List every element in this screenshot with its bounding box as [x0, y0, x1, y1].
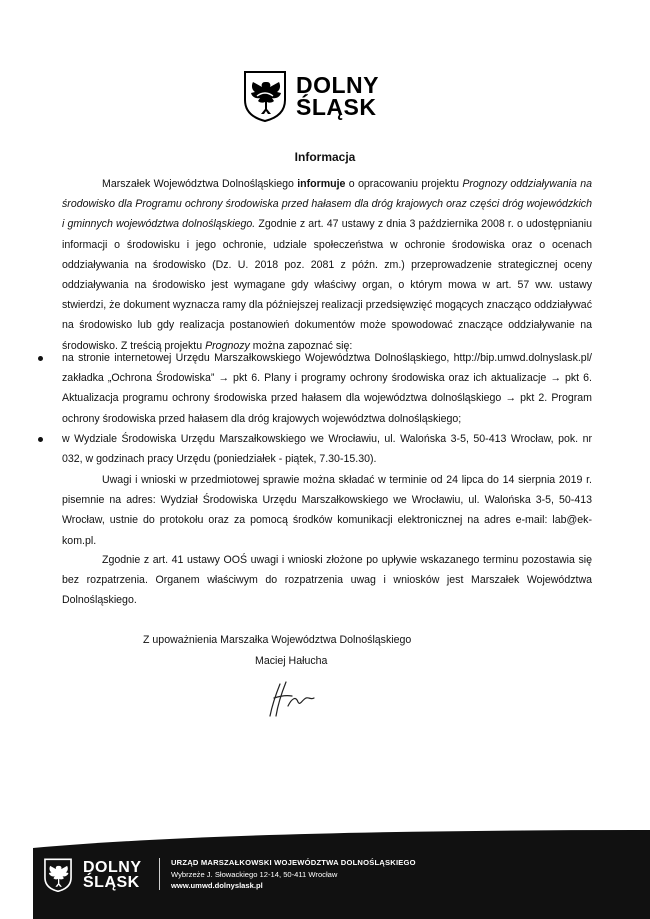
footer-logo-line2: ŚLĄSK [83, 874, 140, 891]
intro-project-title: Prognozy oddziaływania na środowisko dla Programu ochrony środowiska przed hałasem dla dróg krajowych oraz części dróg wojewódzkich i gminnych województwa dolnośląskiego. [62, 178, 592, 231]
access-list [62, 348, 592, 469]
oos-paragraph [62, 550, 592, 611]
signatory-name: Maciej Hałucha [255, 655, 328, 667]
comments-paragraph [62, 470, 592, 551]
page-title: Informacja [294, 150, 356, 164]
intro-bold: informuje [297, 178, 346, 190]
intro-after-bold: o opracowaniu projektu [345, 178, 463, 190]
footer-org-name: URZĄD MARSZAŁKOWSKI WOJEWÓDZTWA DOLNOŚLĄSKIEGO [171, 858, 416, 867]
footer [33, 830, 650, 919]
signature-block [143, 630, 411, 672]
handwritten-signature-icon [262, 676, 322, 721]
bullet-text: na stronie internetowej Urzędu Marszałkowskiego Województwa Dolnośląskiego, http://bip.umwd.dolnyslask.pl/ zakładka „Ochrona Środowiska” → pkt 6. Plany i programy ochrony środowiska oraz ich aktualizacje → pkt 6. Aktualizacja programu ochrony środowiska przed hałasem dla województwa dolnośląskiego → pkt 2. Program ochrony środowiska przed hałasem dla dróg krajowych województwa dolnośląskiego; [62, 352, 592, 425]
footer-address: Wybrzeże J. Słowackiego 12-14, 50-411 Wrocław [171, 869, 338, 879]
eagle-coat-of-arms-icon [242, 70, 288, 122]
oos-text: Zgodnie z art. 41 ustawy OOŚ uwagi i wnioski złożone po upływie wskazanego terminu pozostawia się bez rozpatrzenia. Organem właściwym do rozpatrzenia uwag i wniosków jest Marszałek Województwa Dolnośląskiego. [62, 554, 592, 607]
intro-lead: Marszałek Województwa Dolnośląskiego [102, 178, 298, 190]
bullet-text: w Wydziale Środowiska Urzędu Marszałkowskiego we Wrocławiu, ul. Walońska 3-5, 50-413 Wrocław, pok. nr 032, w godzinach pracy Urzędu (poniedziałek - piątek, 7.30-15.30). [62, 432, 592, 466]
intro-law-text: Zgodnie z art. 47 ustawy z dnia 3 października 2008 r. o udostępnianiu informacji o środowisku i jego ochronie, udziale społeczeństwa w ochronie środowiska oraz o ocenach oddziaływania na środowisko (Dz. U. 2018 poz. 2081 z późn. zm.) przeprowadzenie strategicznej oceny oddziaływania na środowisko jest wymagane gdy właściwy organ, o którym mowa w art. 57 ww. ustawy stwierdzi, że dokument wyznacza ramy dla późniejszej realizacji przedsięwzięć mogących znacząco oddziaływać na środowisko lub gdy realizacja postanowień dokumentów może spowodować znaczące oddziaływanie na środowisko. Z treścią projektu [62, 218, 592, 352]
intro-closing: można zapoznać się: [249, 339, 353, 352]
authorization-line: Z upoważnienia Marszałka Województwa Dolnośląskiego [143, 634, 412, 646]
logo-line2: ŚLĄSK [296, 94, 377, 120]
list-item [62, 429, 592, 469]
footer-logo [43, 858, 142, 892]
logo-line1: DOLNY [296, 72, 379, 98]
intro-paragraph [62, 174, 592, 356]
bullet-icon [38, 356, 43, 361]
header-logo [242, 70, 379, 122]
footer-website-link[interactable]: www.umwd.dolnyslask.pl [171, 881, 263, 890]
list-item [62, 348, 592, 429]
bullet-icon [38, 437, 43, 442]
footer-info [171, 857, 416, 892]
footer-divider [159, 858, 160, 890]
eagle-coat-of-arms-icon [43, 858, 73, 892]
footer-logo-line1: DOLNY [83, 859, 142, 876]
comments-text: Uwagi i wnioski w przedmiotowej sprawie można składać w terminie od 24 lipca do 14 sierpnia 2019 r. pisemnie na adres: Wydział Środowiska Urzędu Marszałkowskiego we Wrocławiu, ul. Walońska 3-5, 50-413 Wrocław, ustnie do protokołu oraz za pomocą środków komunikacji elektronicznej na adres e-mail: lab@ek-kom.pl. [62, 474, 592, 547]
intro-prognozy: Prognozy [205, 339, 250, 352]
